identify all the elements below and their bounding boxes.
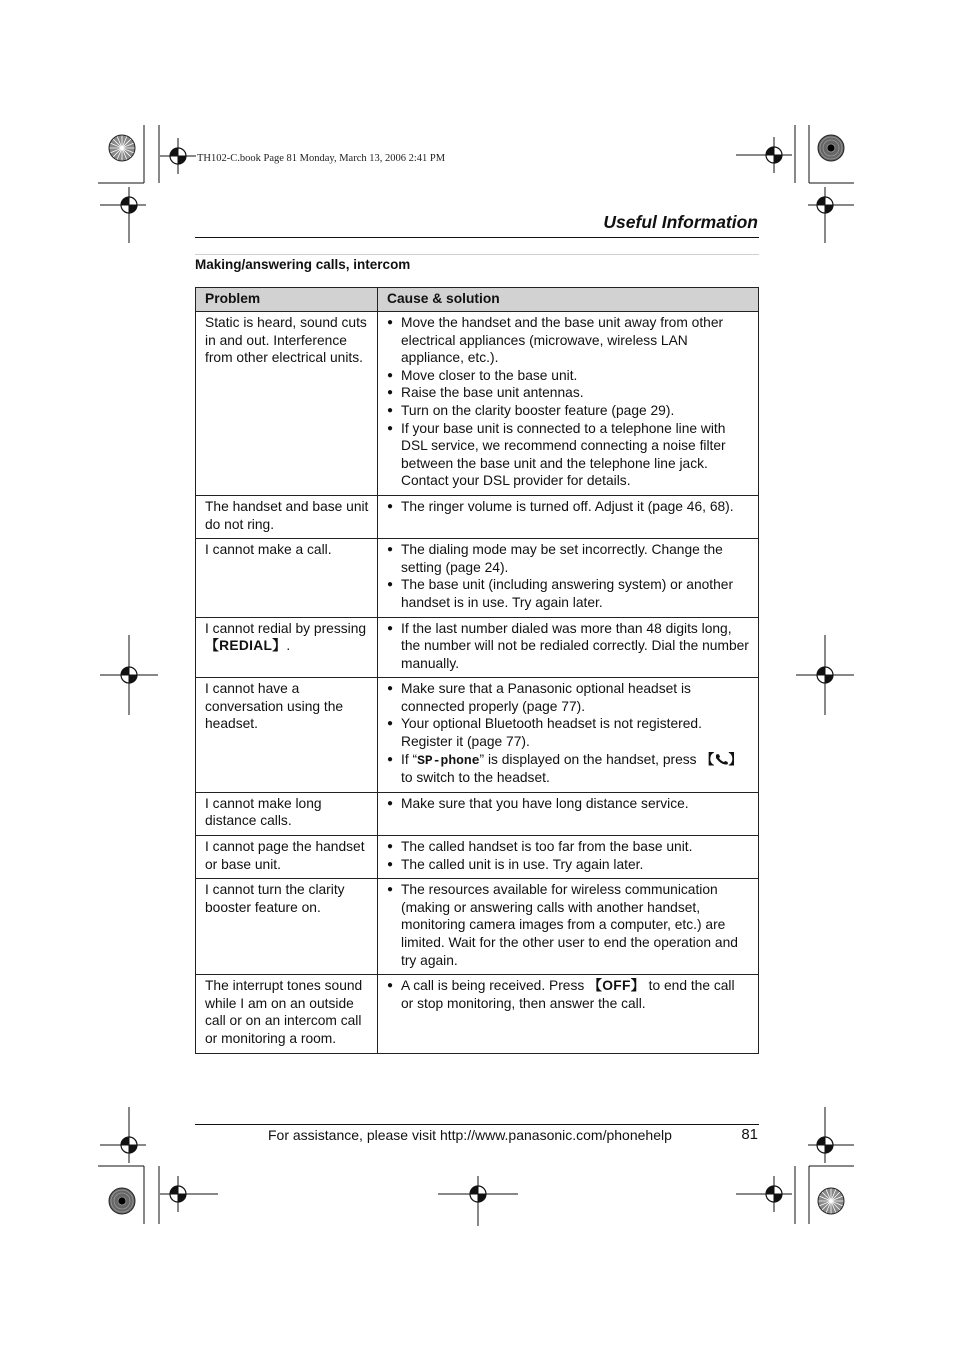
cause-cell xyxy=(378,539,759,617)
column-header-problem: Problem xyxy=(196,288,378,312)
list-item xyxy=(387,751,750,787)
starburst-icon xyxy=(817,1187,845,1215)
crosshair-target-icon xyxy=(796,635,854,715)
list-item: ● The dialing mode may be set incorrectly. Change the setting (page 24). xyxy=(387,541,750,576)
cause-text: to end the call or stop monitoring, then answer the call. xyxy=(401,978,735,1011)
problem-cell xyxy=(196,617,378,678)
crosshair-target-icon xyxy=(100,635,158,715)
crosshair-target-icon xyxy=(438,1176,518,1226)
list-item xyxy=(387,977,750,1012)
crosshair-target-icon xyxy=(100,185,158,243)
list-item: ● Raise the base unit antennas. xyxy=(387,384,750,402)
table-row xyxy=(196,539,759,617)
problem-cell: The interrupt tones sound while I am on an outside call or on an intercom call or monitoring a room. xyxy=(196,975,378,1053)
table-row xyxy=(196,312,759,496)
cause-cell xyxy=(378,312,759,496)
cause-cell xyxy=(378,975,759,1053)
footer-rule xyxy=(195,1124,759,1125)
column-header-cause: Cause & solution xyxy=(378,288,759,312)
list-item: ● The called handset is too far from the base unit. xyxy=(387,838,750,856)
cause-text: A call is being received. Press xyxy=(401,978,589,994)
crosshair-target-icon xyxy=(796,185,854,243)
problem-cell: I cannot have a conversation using the headset. xyxy=(196,678,378,793)
footer-assistance-text: For assistance, please visit http://www.panasonic.com/phonehelp xyxy=(268,1127,672,1143)
troubleshooting-table xyxy=(195,287,759,1054)
table-row xyxy=(196,975,759,1053)
problem-cell: I cannot make a call. xyxy=(196,539,378,617)
off-key-label: 【OFF】 xyxy=(588,978,645,994)
header-rule xyxy=(195,237,759,238)
list-item: ● The resources available for wireless communication (making or answering calls with another handset, monitoring camera images from a computer, etc.) are limited. Wait for the other user to end the operation and try again. xyxy=(387,881,750,969)
list-item: ● If the last number dialed was more than 48 digits long, the number will not be redialed correctly. Dial the number manually. xyxy=(387,620,750,673)
key-bracket-close: 】 xyxy=(728,751,743,767)
table-row xyxy=(196,678,759,793)
list-item: ● Move closer to the base unit. xyxy=(387,367,750,385)
cause-cell xyxy=(378,879,759,975)
cause-cell xyxy=(378,836,759,879)
crosshair-target-icon xyxy=(736,1176,792,1212)
table-row xyxy=(196,617,759,678)
cause-cell xyxy=(378,792,759,835)
cause-cell xyxy=(378,617,759,678)
problem-cell: I cannot turn the clarity booster feature on. xyxy=(196,879,378,975)
subheader-rule xyxy=(195,254,759,255)
starburst-icon xyxy=(817,134,845,162)
crosshair-target-icon xyxy=(736,137,792,173)
table-row xyxy=(196,495,759,538)
list-item: ● If your base unit is connected to a telephone line with DSL service, we recommend connecting a noise filter between the base unit and the telephone line jack. Contact your DSL provider for details. xyxy=(387,420,750,490)
cause-text: ” is displayed on the handset, press xyxy=(479,751,701,767)
list-item: ● Move the handset and the base unit away from other electrical appliances (microwave, wireless LAN appliance, etc.). xyxy=(387,314,750,367)
cause-text: If “ xyxy=(401,751,418,767)
phone-handset-icon xyxy=(715,753,729,765)
list-item: ● Make sure that you have long distance service. xyxy=(387,795,750,813)
problem-text: I cannot redial by pressing xyxy=(205,620,367,636)
list-item: ● The ringer volume is turned off. Adjust it (page 46, 68). xyxy=(387,498,750,516)
key-bracket-open: 【 xyxy=(700,751,715,767)
cause-text: to switch to the headset. xyxy=(401,770,550,786)
list-item: ● Make sure that a Panasonic optional headset is connected properly (page 77). xyxy=(387,680,750,715)
table-row xyxy=(196,836,759,879)
redial-key-label: 【REDIAL】 xyxy=(205,638,287,654)
starburst-icon xyxy=(108,1187,136,1215)
print-job-info: TH102-C.book Page 81 Monday, March 13, 2006 2:41 PM xyxy=(197,153,446,164)
table-row xyxy=(196,879,759,975)
crosshair-target-icon xyxy=(100,1107,158,1165)
table-header-row xyxy=(196,288,759,312)
list-item: ● Turn on the clarity booster feature (page 29). xyxy=(387,402,750,420)
problem-text-end: . xyxy=(286,638,291,654)
crosshair-target-icon xyxy=(796,1107,854,1165)
problem-cell: Static is heard, sound cuts in and out. Interference from other electrical units. xyxy=(196,312,378,496)
problem-cell: I cannot page the handset or base unit. xyxy=(196,836,378,879)
list-item: ● Your optional Bluetooth headset is not registered. Register it (page 77). xyxy=(387,715,750,750)
list-item: ● The base unit (including answering system) or another handset is in use. Try again later. xyxy=(387,576,750,611)
starburst-icon xyxy=(108,134,136,162)
crosshair-target-icon xyxy=(160,1176,218,1212)
problem-cell: I cannot make long distance calls. xyxy=(196,792,378,835)
section-title: Useful Information xyxy=(603,212,758,232)
display-text-sp-phone: SP-phone xyxy=(417,752,480,768)
crosshair-target-icon xyxy=(160,138,196,174)
cause-cell xyxy=(378,678,759,793)
table-row xyxy=(196,792,759,835)
problem-cell: The handset and base unit do not ring. xyxy=(196,495,378,538)
subheading: Making/answering calls, intercom xyxy=(195,257,411,272)
page-number: 81 xyxy=(741,1126,758,1143)
cause-cell xyxy=(378,495,759,538)
list-item: ● The called unit is in use. Try again later. xyxy=(387,856,750,874)
